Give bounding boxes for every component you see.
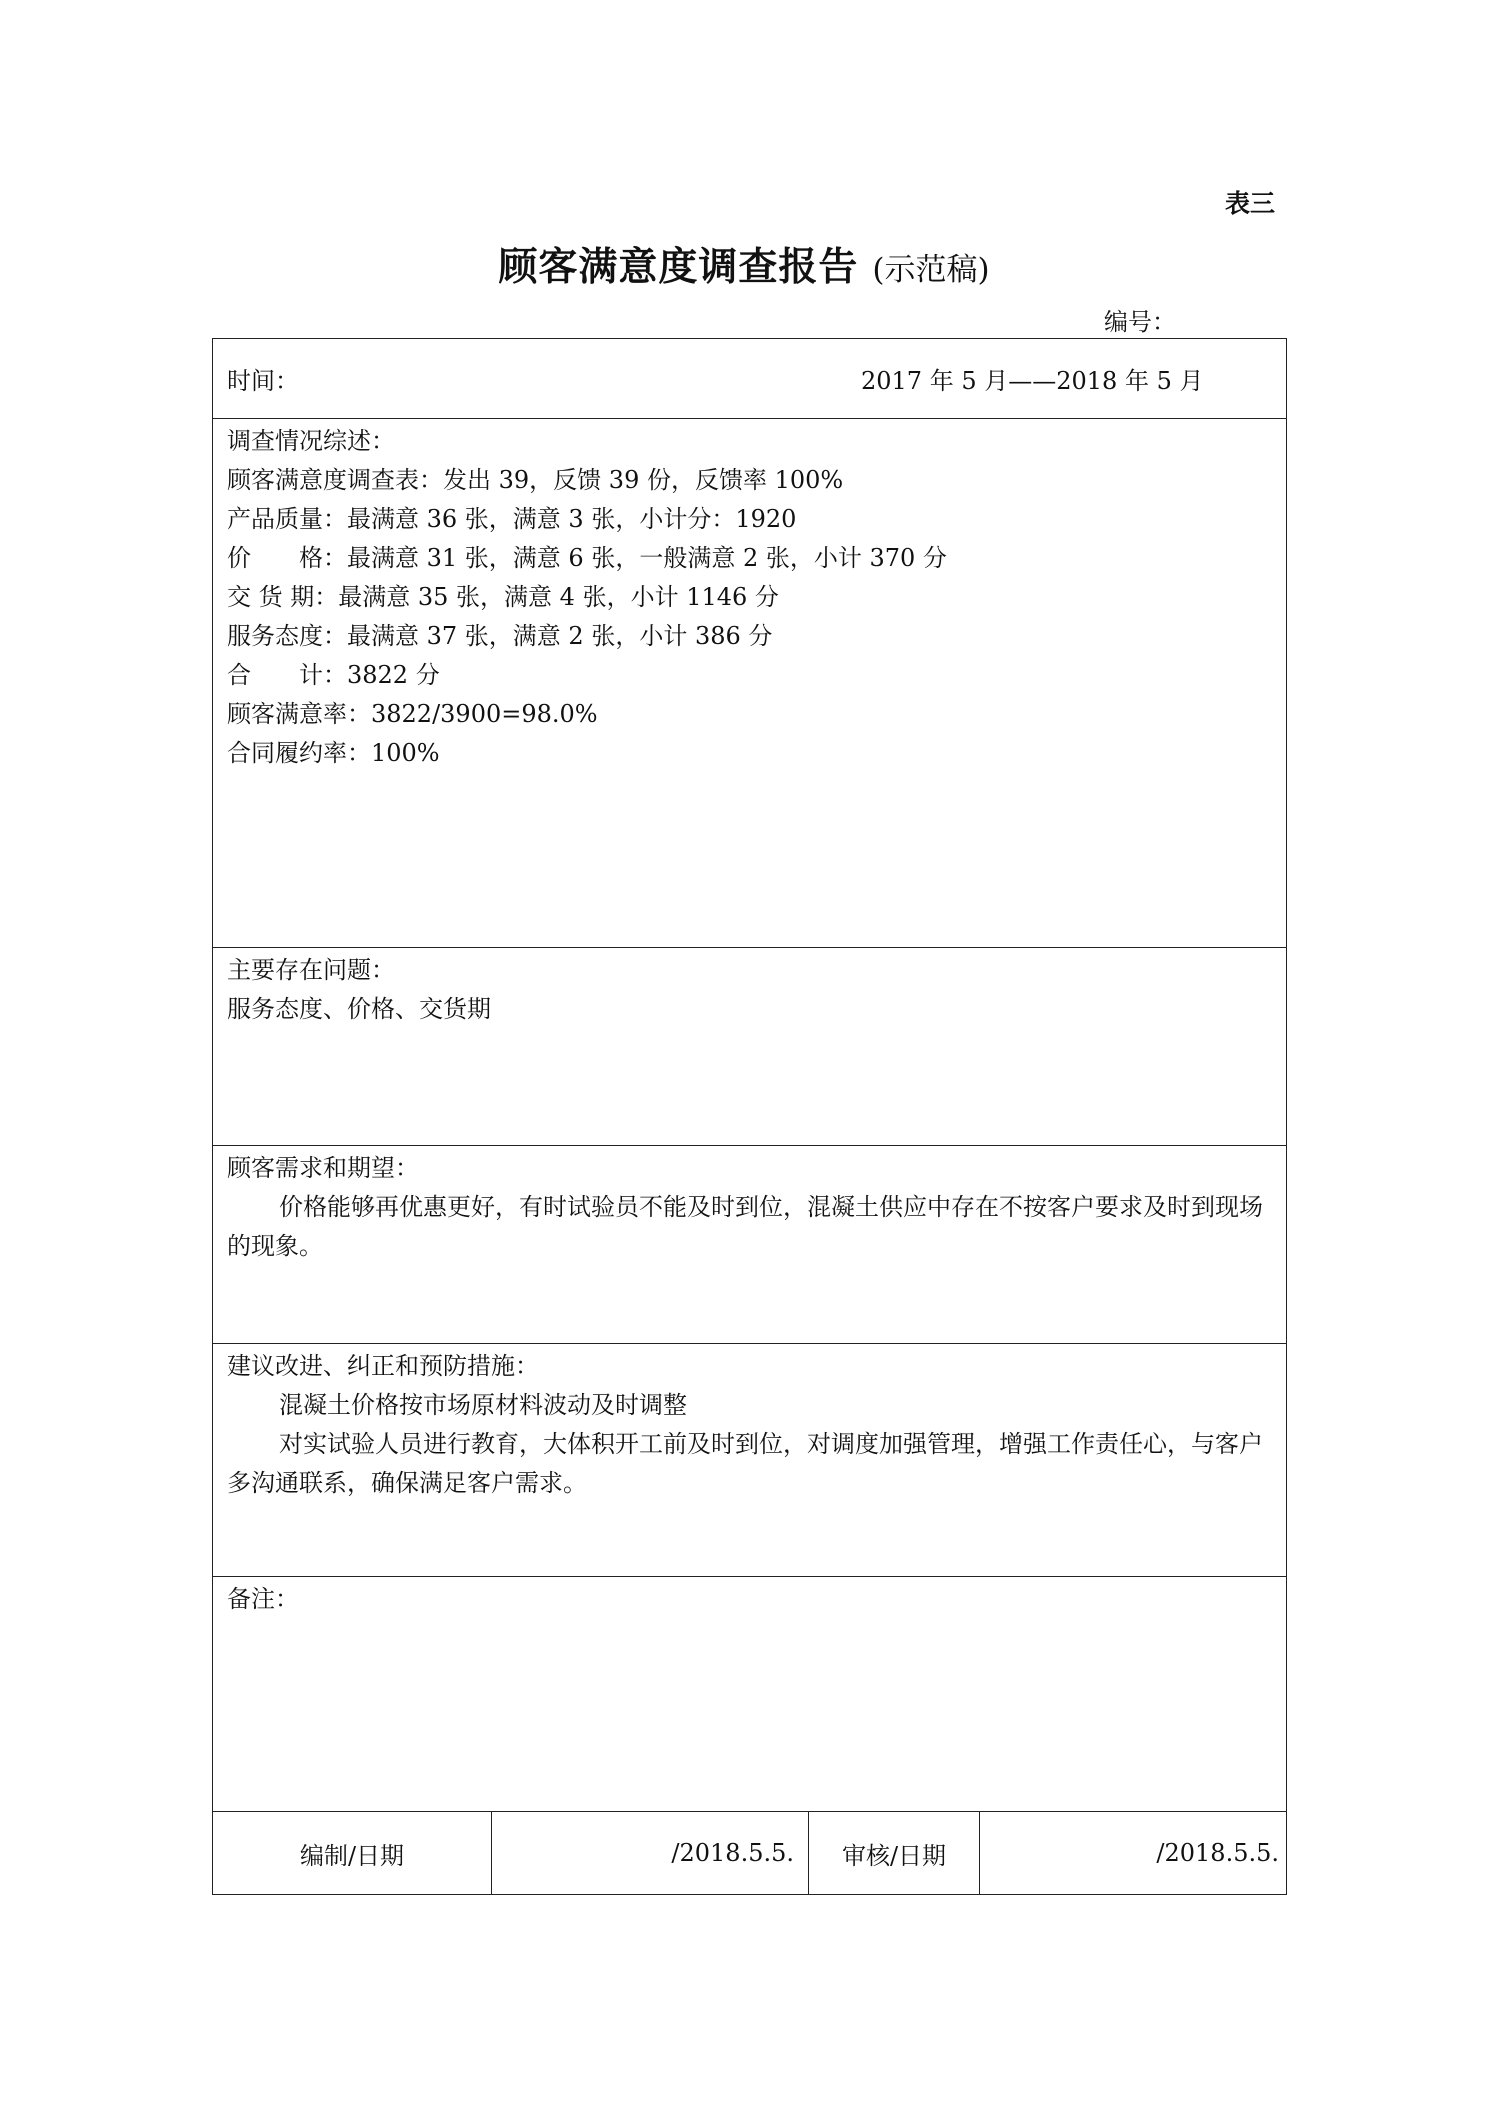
signoff-row: [213, 1812, 1286, 1894]
prepared-date: /2018.5.5.: [492, 1812, 809, 1894]
time-period-value: 2017 年 5 月——2018 年 5 月: [861, 367, 1204, 395]
summary-line: 合同履约率：100%: [227, 739, 440, 767]
remarks-section: [213, 1577, 1286, 1812]
summary-line: 顾客满意率：3822/3900=98.0%: [227, 700, 598, 728]
summary-section: [213, 419, 1286, 948]
customer-needs-section: [213, 1146, 1286, 1344]
improvement-line: 对实试验人员进行教育，大体积开工前及时到位，对调度加强管理，增强工作责任心，与客户多沟通联系，确保满足客户需求。: [227, 1430, 1263, 1497]
issues-text: 服务态度、价格、交货期: [227, 995, 491, 1023]
report-table: [212, 338, 1287, 1895]
summary-line: 价 格：最满意 31 张，满意 6 张，一般满意 2 张，小计 370 分: [227, 544, 947, 572]
reviewed-by-label: 审核/日期: [809, 1812, 980, 1894]
form-number-label: 表三: [1224, 189, 1275, 218]
issues-section: [213, 948, 1286, 1146]
improvement-content: [213, 1344, 1286, 1503]
serial-number-label: 编号：: [1104, 308, 1176, 336]
time-label: 时间：: [227, 367, 299, 395]
improvement-section: [213, 1344, 1286, 1577]
summary-line: 顾客满意度调查表：发出 39，反馈 39 份，反馈率 100%: [227, 466, 844, 494]
summary-line: 产品质量：最满意 36 张，满意 3 张，小计分：1920: [227, 505, 797, 533]
page-title: [0, 236, 1488, 292]
report-subtitle: (示范稿): [872, 252, 990, 288]
issues-content: [213, 948, 1286, 1029]
summary-line: 合 计：3822 分: [227, 661, 440, 689]
improvement-line: 混凝土价格按市场原材料波动及时调整: [279, 1391, 687, 1419]
issues-heading: 主要存在问题：: [227, 956, 395, 984]
report-title: 顾客满意度调查报告: [498, 245, 859, 290]
needs-text: 价格能够再优惠更好，有时试验员不能及时到位，混凝土供应中存在不按客户要求及时到现场的现象。: [227, 1193, 1263, 1260]
remarks-heading: 备注：: [227, 1585, 299, 1613]
needs-heading: 顾客需求和期望：: [227, 1154, 419, 1182]
needs-content: [213, 1146, 1286, 1266]
summary-line: 交 货 期：最满意 35 张，满意 4 张，小计 1146 分: [227, 583, 779, 611]
remarks-content: [213, 1577, 1286, 1619]
improvement-heading: 建议改进、纠正和预防措施：: [227, 1352, 539, 1380]
summary-heading: 调查情况综述：: [227, 427, 395, 455]
summary-content: [213, 419, 1286, 773]
time-row: [213, 339, 1286, 419]
prepared-by-label: 编制/日期: [213, 1812, 492, 1894]
summary-line: 服务态度：最满意 37 张，满意 2 张，小计 386 分: [227, 622, 773, 650]
reviewed-date: /2018.5.5.: [1156, 1839, 1279, 1867]
